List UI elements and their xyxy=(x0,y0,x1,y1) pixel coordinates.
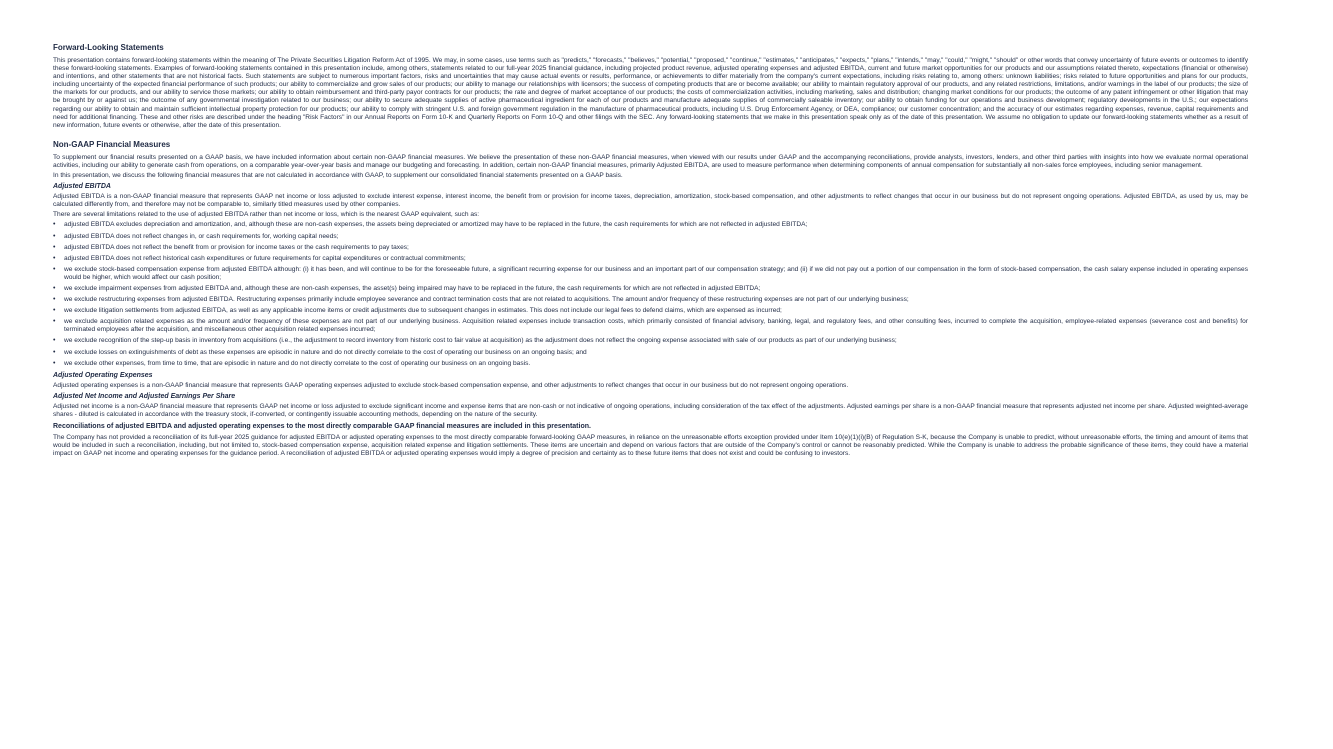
reconciliation-heading: Reconciliations of adjusted EBITDA and adjusted operating expenses to the most directly comparable GAAP financial measures are included in this presentation. xyxy=(53,423,591,430)
adjusted-ebitda-heading: Adjusted EBITDA xyxy=(53,183,111,191)
adjusted-net-income-paragraph: Adjusted net income is a non-GAAP financial measure that represents GAAP net income or loss adjusted to exclude significant income and expense items that are non-cash or not indicative of ongoing operations, including consideration of the tax effect of the adjustments. Adjusted earnings per share is a non-GAAP financial measure that represents adjusted net income per share. Adjusted weighted-average shares - diluted is calculated in accordance with the treasury stock, if-converted, or contingently issuable accounting methods, depending on the nature of the security. xyxy=(53,402,1248,418)
list-item: • we exclude losses on extinguishments of debt as these expenses are episodic in nature and do not directly correlate to the cost of operating our business on an ongoing basis; and xyxy=(53,349,1248,357)
list-item: • adjusted EBITDA does not reflect historical cash expenditures or future requirements for capital expenditures or contractual commitments; xyxy=(53,255,1248,263)
list-item: • we exclude recognition of the step-up basis in inventory from acquisitions (i.e., the adjustment to record inventory from historic cost to fair value at acquisition) as the adjustment does not reflect the ongoing expense associated with sale of our products as part of our underlying business; xyxy=(53,337,1248,345)
non-gaap-heading: Non-GAAP Financial Measures xyxy=(53,139,171,149)
reconciliation-paragraph: The Company has not provided a reconciliation of its full-year 2025 guidance for adjusted EBITDA or adjusted operating expenses to the most directly comparable forward-looking GAAP measures, in reliance on the unreasonable efforts exception provided under Item 10(e)(1)(i)(B) of Regulation S-K, because the Company is unable to predict, without unreasonable efforts, the timing and amount of items that would be included in such a reconciliation, including, but not limited to, stock-based compensation expense, acquisition related expense and litigation settlements. These items are uncertain and depend on various factors that are outside of the Company's control or cannot be reasonably predicted. While the Company is unable to address the probable significance of these items, they could have a material impact on GAAP net income and operating expenses for the guidance period. A reconciliation of adjusted EBITDA or adjusted operating expenses would imply a degree of precision and certainty as to these future items that does not exist and could be confusing to investors. xyxy=(53,434,1248,458)
forward-looking-heading: Forward-Looking Statements xyxy=(53,43,164,52)
non-gaap-intro-paragraph: To supplement our financial results presented on a GAAP basis, we have included information about certain non-GAAP financial measures. We believe the presentation of these non-GAAP financial measures, when viewed with our results under GAAP and the accompanying reconciliations, provide analysts, investors, lenders, and other third parties with insights into how we evaluate normal operational activities, including our ability to generate cash from operations, on a comparable year-over-year basis and manage our budgeting and forecasting. In addition, certain non-GAAP financial measures, primarily Adjusted EBITDA, are used to measure performance when determining components of annual compensation for substantially all non-sales force employees, including senior management. xyxy=(53,153,1248,169)
adjusted-ebitda-definition: Adjusted EBITDA is a non-GAAP financial measure that represents GAAP net income or loss adjusted to exclude interest expense, interest income, the benefit from or provision for income taxes, depreciation, amortization, stock-based compensation, and other adjustments to reflect changes that occur in our business but do not represent ongoing operations. Adjusted EBITDA, as used by us, may be calculated differently from, and therefore may not be comparable to, similarly titled measures used by other companies. xyxy=(53,193,1248,209)
list-item: • adjusted EBITDA excludes depreciation and amortization, and, although these are non-cash expenses, the assets being depreciated or amortized may have to be replaced in the future, the cash requirements for which are not reflected in adjusted EBITDA; xyxy=(53,221,1248,229)
list-item: • adjusted EBITDA does not reflect changes in, or cash requirements for, working capital needs; xyxy=(53,233,1248,241)
adjusted-ebitda-limitations-intro: There are several limitations related to the use of adjusted EBITDA rather than net income or loss, which is the nearest GAAP equivalent, such as: xyxy=(53,211,480,219)
list-item: • we exclude restructuring expenses from adjusted EBITDA. Restructuring expenses primarily include employee severance and contract termination costs that are not related to acquisitions. The amount and/or frequency of these restructuring expenses are not part of our underlying business; xyxy=(53,296,1248,304)
list-item: • adjusted EBITDA does not reflect the benefit from or provision for income taxes or the cash requirements to pay taxes; xyxy=(53,244,1248,252)
list-item: • we exclude acquisition related expenses as the amount and/or frequency of these expenses are not part of our underlying business. Acquisition related expenses include transaction costs, which primarily consisted of financial advisory, banking, legal, and regulatory fees, and other consulting fees, incurred to complete the acquisition, employee-related expenses (severance cost and benefits) for terminated employees after the acquisition, and miscellaneous other acquisition related expenses incurred; xyxy=(53,318,1248,334)
adjusted-net-income-heading: Adjusted Net Income and Adjusted Earnings Per Share xyxy=(53,392,236,400)
list-item: • we exclude other expenses, from time to time, that are episodic in nature and do not directly correlate to the cost of operating our business on an ongoing basis. xyxy=(53,360,1248,368)
non-gaap-scope-paragraph: In this presentation, we discuss the following financial measures that are not calculated in accordance with GAAP, to supplement our consolidated financial statements presented on a GAAP basis. xyxy=(53,172,623,180)
adjusted-opex-heading: Adjusted Operating Expenses xyxy=(53,371,153,379)
adjusted-opex-paragraph: Adjusted operating expenses is a non-GAAP financial measure that represents GAAP operating expenses adjusted to exclude stock-based compensation expense, and other adjustments to reflect changes that occur in our business but do not represent ongoing operations. xyxy=(53,381,849,389)
limitations-list xyxy=(53,221,1248,367)
section-gap xyxy=(53,132,1248,140)
forward-looking-paragraph: This presentation contains forward-looking statements within the meaning of The Private Securities Litigation Reform Act of 1995. We may, in some cases, use terms such as "predicts," "forecasts," "believes," "potential," "proposed," "continue," "estimates," "anticipates," "expects," "plans," "intends," "may," "could," "might," "should" or other words that convey uncertainty of future events or outcomes to identify these forward-looking statements. Examples of forward-looking statements contained in this presentation include, among others, statements related to our full-year 2025 financial guidance, including projected product revenue, adjusted operating expenses and adjusted EBITDA, current and future market opportunities for our products and our assumptions related thereto, expectations (financial or otherwise) and intentions, and other statements that are not historical facts. Such statements are subject to numerous important factors, risks and uncertainties that may cause actual events or results, performance, or achievements to differ materially from the company's current expectations, including risks relating to, among others: unknown liabilities; risks related to future opportunities and plans for our products, including uncertainty of the expected financial performance of such products; our ability to commercialize and grow sales of our products; our ability to manage our relationships with licensors; the success of competing products that are or become available; our ability to maintain regulatory approval of our products, and any related restrictions, limitations, and/or warnings in the label of our products; the size of the markets for our products, and our ability to service those markets; our ability to obtain reimbursement and third-party payor contracts for our products; the rate and degree of market acceptance of our products; the costs of commercialization activities, including marketing, sales and distribution; changing market conditions for our products; the outcome of any patent infringement or other litigation that may be brought by or against us; the outcome of any governmental investigation related to our business; our ability to secure adequate supplies of active pharmaceutical ingredient for each of our products and manufacture adequate supplies of commercially saleable inventory; our ability to obtain funding for our operations and business development; regulatory developments in the U.S.; our expectations regarding our ability to obtain and maintain sufficient intellectual property protection for our products; our ability to comply with stringent U.S. and foreign government regulation in the manufacture of pharmaceutical products, including U.S. Drug Enforcement Agency, or DEA, compliance; our customer concentration; and the accuracy of our estimates regarding expenses, revenue, capital requirements and need for additional financing. These and other risks are described under the heading "Risk Factors" in our Annual Reports on Form 10-K and Quarterly Reports on Form 10-Q and other filings with the SEC. Any forward-looking statements that we make in this presentation speak only as of the date of this presentation. We assume no obligation to update our forward-looking statements whether as a result of new information, future events or otherwise, after the date of this presentation. xyxy=(53,57,1248,129)
list-item: • we exclude stock-based compensation expense from adjusted EBITDA although: (i) it has been, and will continue to be for the foreseeable future, a significant recurring expense for our business and an important part of our compensation strategy; and (ii) if we did not pay out a portion of our compensation in the form of stock-based compensation, the cash salary expense included in operating expenses would be higher, which would affect our cash position; xyxy=(53,266,1248,282)
list-item: • we exclude impairment expenses from adjusted EBITDA and, although these are non-cash expenses, the asset(s) being impaired may have to be replaced in the future, the cash requirements for which are not reflected in adjusted EBITDA; xyxy=(53,285,1248,293)
list-item: • we exclude litigation settlements from adjusted EBITDA, as well as any applicable income items or credit adjustments due to subsequent changes in estimates. This does not include our legal fees to defend claims, which are expensed as incurred; xyxy=(53,307,1248,315)
